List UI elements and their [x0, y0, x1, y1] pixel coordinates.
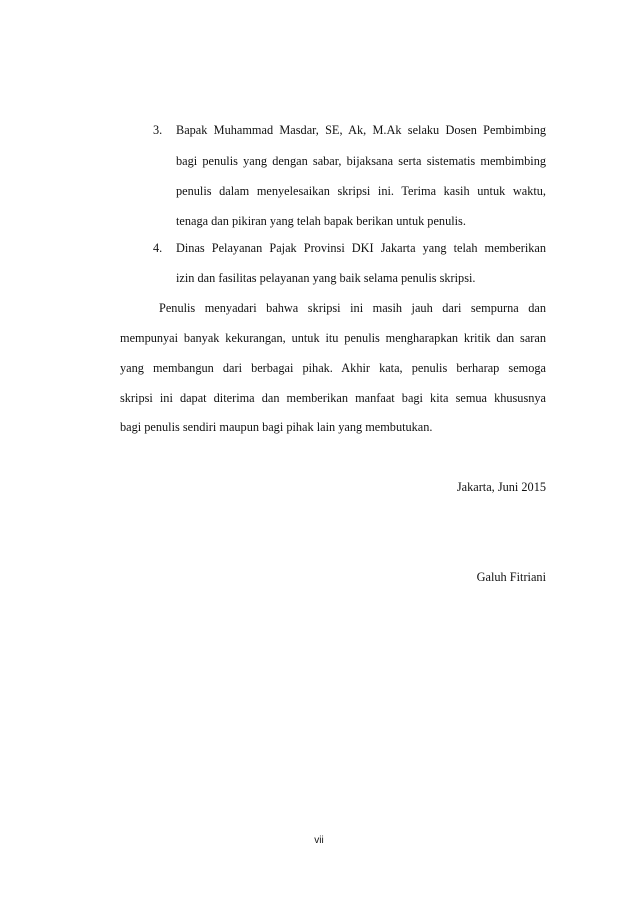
list-number: 4.	[153, 241, 163, 255]
list-text-line: Bapak Muhammad Masdar, SE, Ak, M.Ak selaku Dosen Pembimbing	[176, 123, 546, 137]
page-number: vii	[314, 835, 324, 846]
list-text-line: izin dan fasilitas pelayanan yang baik selama penulis skripsi.	[176, 271, 476, 285]
paragraph-line: bagi penulis sendiri maupun bagi pihak lain yang membutukan.	[120, 420, 433, 434]
place-date: Jakarta, Juni 2015	[456, 480, 546, 494]
list-text-line: Dinas Pelayanan Pajak Provinsi DKI Jakarta yang telah memberikan	[176, 241, 546, 255]
paragraph-line: Penulis menyadari bahwa skripsi ini masih jauh dari sempurna dan	[159, 301, 546, 315]
paragraph-line: mempunyai banyak kekurangan, untuk itu penulis mengharapkan kritik dan saran	[120, 331, 546, 345]
list-number: 3.	[153, 123, 163, 137]
list-text-line: bagi penulis yang dengan sabar, bijaksana serta sistematis membimbing	[176, 154, 546, 168]
list-text-line: penulis dalam menyelesaikan skripsi ini. Terima kasih untuk waktu,	[176, 184, 546, 198]
paragraph-line: skripsi ini dapat diterima dan memberikan manfaat bagi kita semua khususnya	[120, 391, 546, 405]
paragraph-line: yang membangun dari berbagai pihak. Akhir kata, penulis berharap semoga	[120, 361, 546, 375]
signature-name: Galuh Fitriani	[476, 570, 546, 584]
list-text-line: tenaga dan pikiran yang telah bapak berikan untuk penulis.	[176, 214, 466, 228]
